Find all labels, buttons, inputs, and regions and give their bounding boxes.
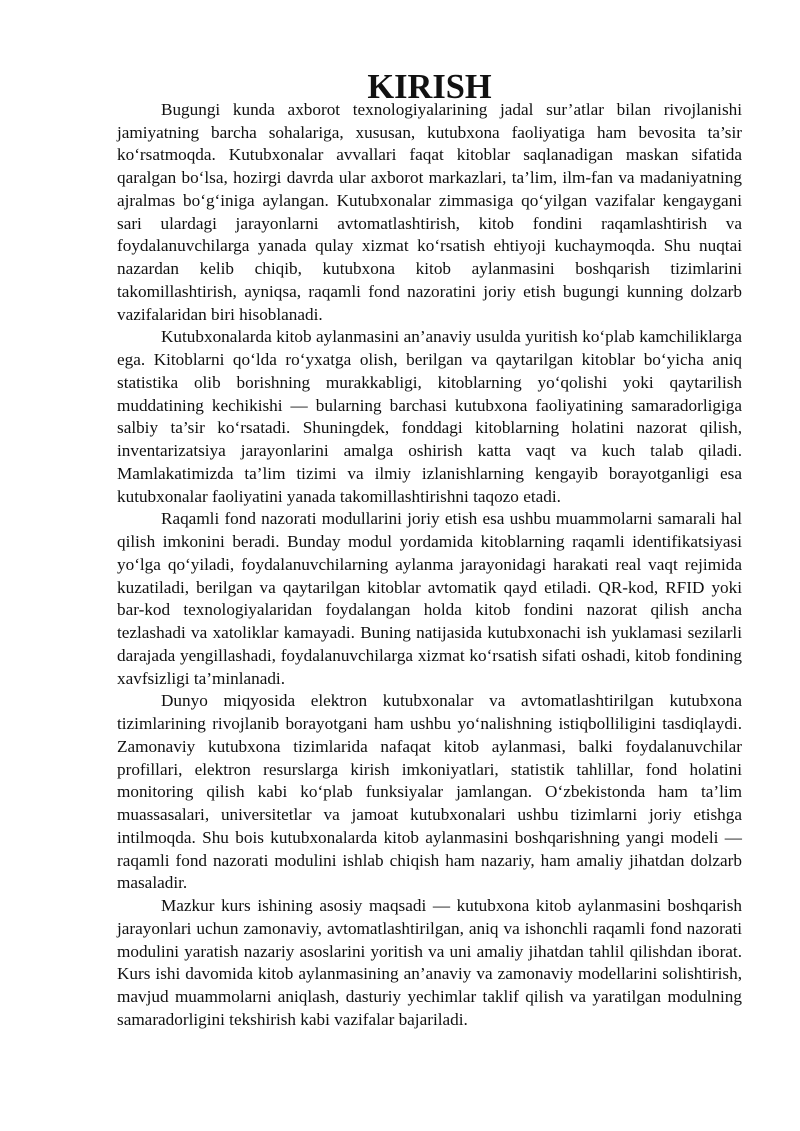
paragraph-world-experience: Dunyo miqyosida elektron kutubxonalar va avtomatlashtirilgan kutubxona tizimlarining rivojlanib borayotgani ham ushbu yo‘nalishning istiqbolliligini tasdiqlaydi. Zamonaviy kutubxona tizimlarida nafaqat kitob aylanmasi, balki foydalanuvchilar profillari, elektron resurslarga kirish imkoniyatlari, statistik tahlillar, fond holatini monitoring qilish kabi ko‘plab funksiyalar jamlangan. O‘zbekistonda ham ta’lim muassasalari, universitetlar va jamoat kutubxonalari ushbu tizimlarni joriy etishga intilmoqda. Shu bois kutubxonalarda kitob aylanmasini boshqarishning yangi modeli — raqamli fond nazorati modulini ishlab chiqish ham nazariy, ham amaliy jihatdan dolzarb masaladir. <box>117 691 742 893</box>
paragraph-digital-module: Raqamli fond nazorati modullarini joriy etish esa ushbu muammolarni samarali hal qilish imkonini beradi. Bunday modul yordamida kitoblarning raqamli identifikatsiyasi yo‘lga qo‘yiladi, foydalanuvchilarning aylanma jarayonidagi harakati real vaqt rejimida kuzatiladi, berilgan va qaytarilgan kitoblar avtomatik qayd etiladi. QR-kod, RFID yoki bar-kod texnologiyalaridan foydalangan holda kitob fondini nazorat qilish ancha tezlashadi va xatoliklar kamayadi. Buning natijasida kutubxonachi ish yuklamasi sezilarli darajada yengillashadi, foydalanuvchilarga xizmat ko‘rsatish sifati oshadi, kitob fondining xavfsizligi ta’minlanadi. <box>117 509 742 688</box>
paragraph-goal: Mazkur kurs ishining asosiy maqsadi — kutubxona kitob aylanmasini boshqarish jarayonlari uchun zamonaviy, avtomatlashtirilgan, aniq va ishonchli raqamli fond nazorati modulini yaratish nazariy asoslarini yoritish va uni amaliy jihatdan tahlil qilishdan iborat. Kurs ishi davomida kitob aylanmasining an’anaviy va zamonaviy modellarini solishtirish, mavjud muammolarni aniqlash, dasturiy yechimlar taklif qilish va yaratilgan modulning samaradorligini tekshirish kabi vazifalar bajariladi. <box>117 896 742 1029</box>
section-title: KIRISH <box>367 68 492 106</box>
document-page <box>117 68 742 1032</box>
paragraph-intro: Bugungi kunda axborot texnologiyalarining jadal sur’atlar bilan rivojlanishi jamiyatning barcha sohalariga, xususan, kutubxona faoliyatiga ham bevosita ta’sir ko‘rsatmoqda. Kutubxonalar avvallari faqat kitoblar saqlanadigan maskan sifatida qaralgan bo‘lsa, hozirgi davrda ular axborot markazlari, ta’lim, ilm-fan va madaniyatning ajralmas bo‘g‘iniga aylangan. Kutubxonalar zimmasiga qo‘yilgan vazifalar kengaygani sari ulardagi jarayonlarni avtomatlashtirish, kitob fondini raqamlashtirish va foydalanuvchilarga yanada qulay xizmat ko‘rsatish ehtiyoji kuchaymoqda. Shu nuqtai nazardan kelib chiqib, kutubxona kitob aylanmasini boshqarish tizimlarini takomillashtirish, ayniqsa, raqamli fond nazoratini joriy etish bugungi kunning dolzarb vazifalaridan biri hisoblanadi. <box>117 99 742 324</box>
paragraph-problems: Kutubxonalarda kitob aylanmasini an’anaviy usulda yuritish ko‘plab kamchiliklarga ega. Kitoblarni qo‘lda ro‘yxatga olish, berilgan va qaytarilgan kitoblar bo‘yicha aniq statistika olib borishning murakkabligi, kitoblarning yo‘qolishi yoki qaytarilish muddatining kechikishi — bularning barchasi kutubxona faoliyatining samaradorligiga salbiy ta’sir ko‘rsatadi. Shuningdek, fonddagi kitoblarning holatini nazorat qilish, inventarizatsiya jarayonlarini amalga oshirish katta vaqt va kuch talab qiladi. Mamlakatimizda ta’lim tizimi va ilmiy izlanishlarning kengayib borayotganligi esa kutubxonalar faoliyatini yanada takomillashtirishni taqozo etadi. <box>117 327 742 506</box>
